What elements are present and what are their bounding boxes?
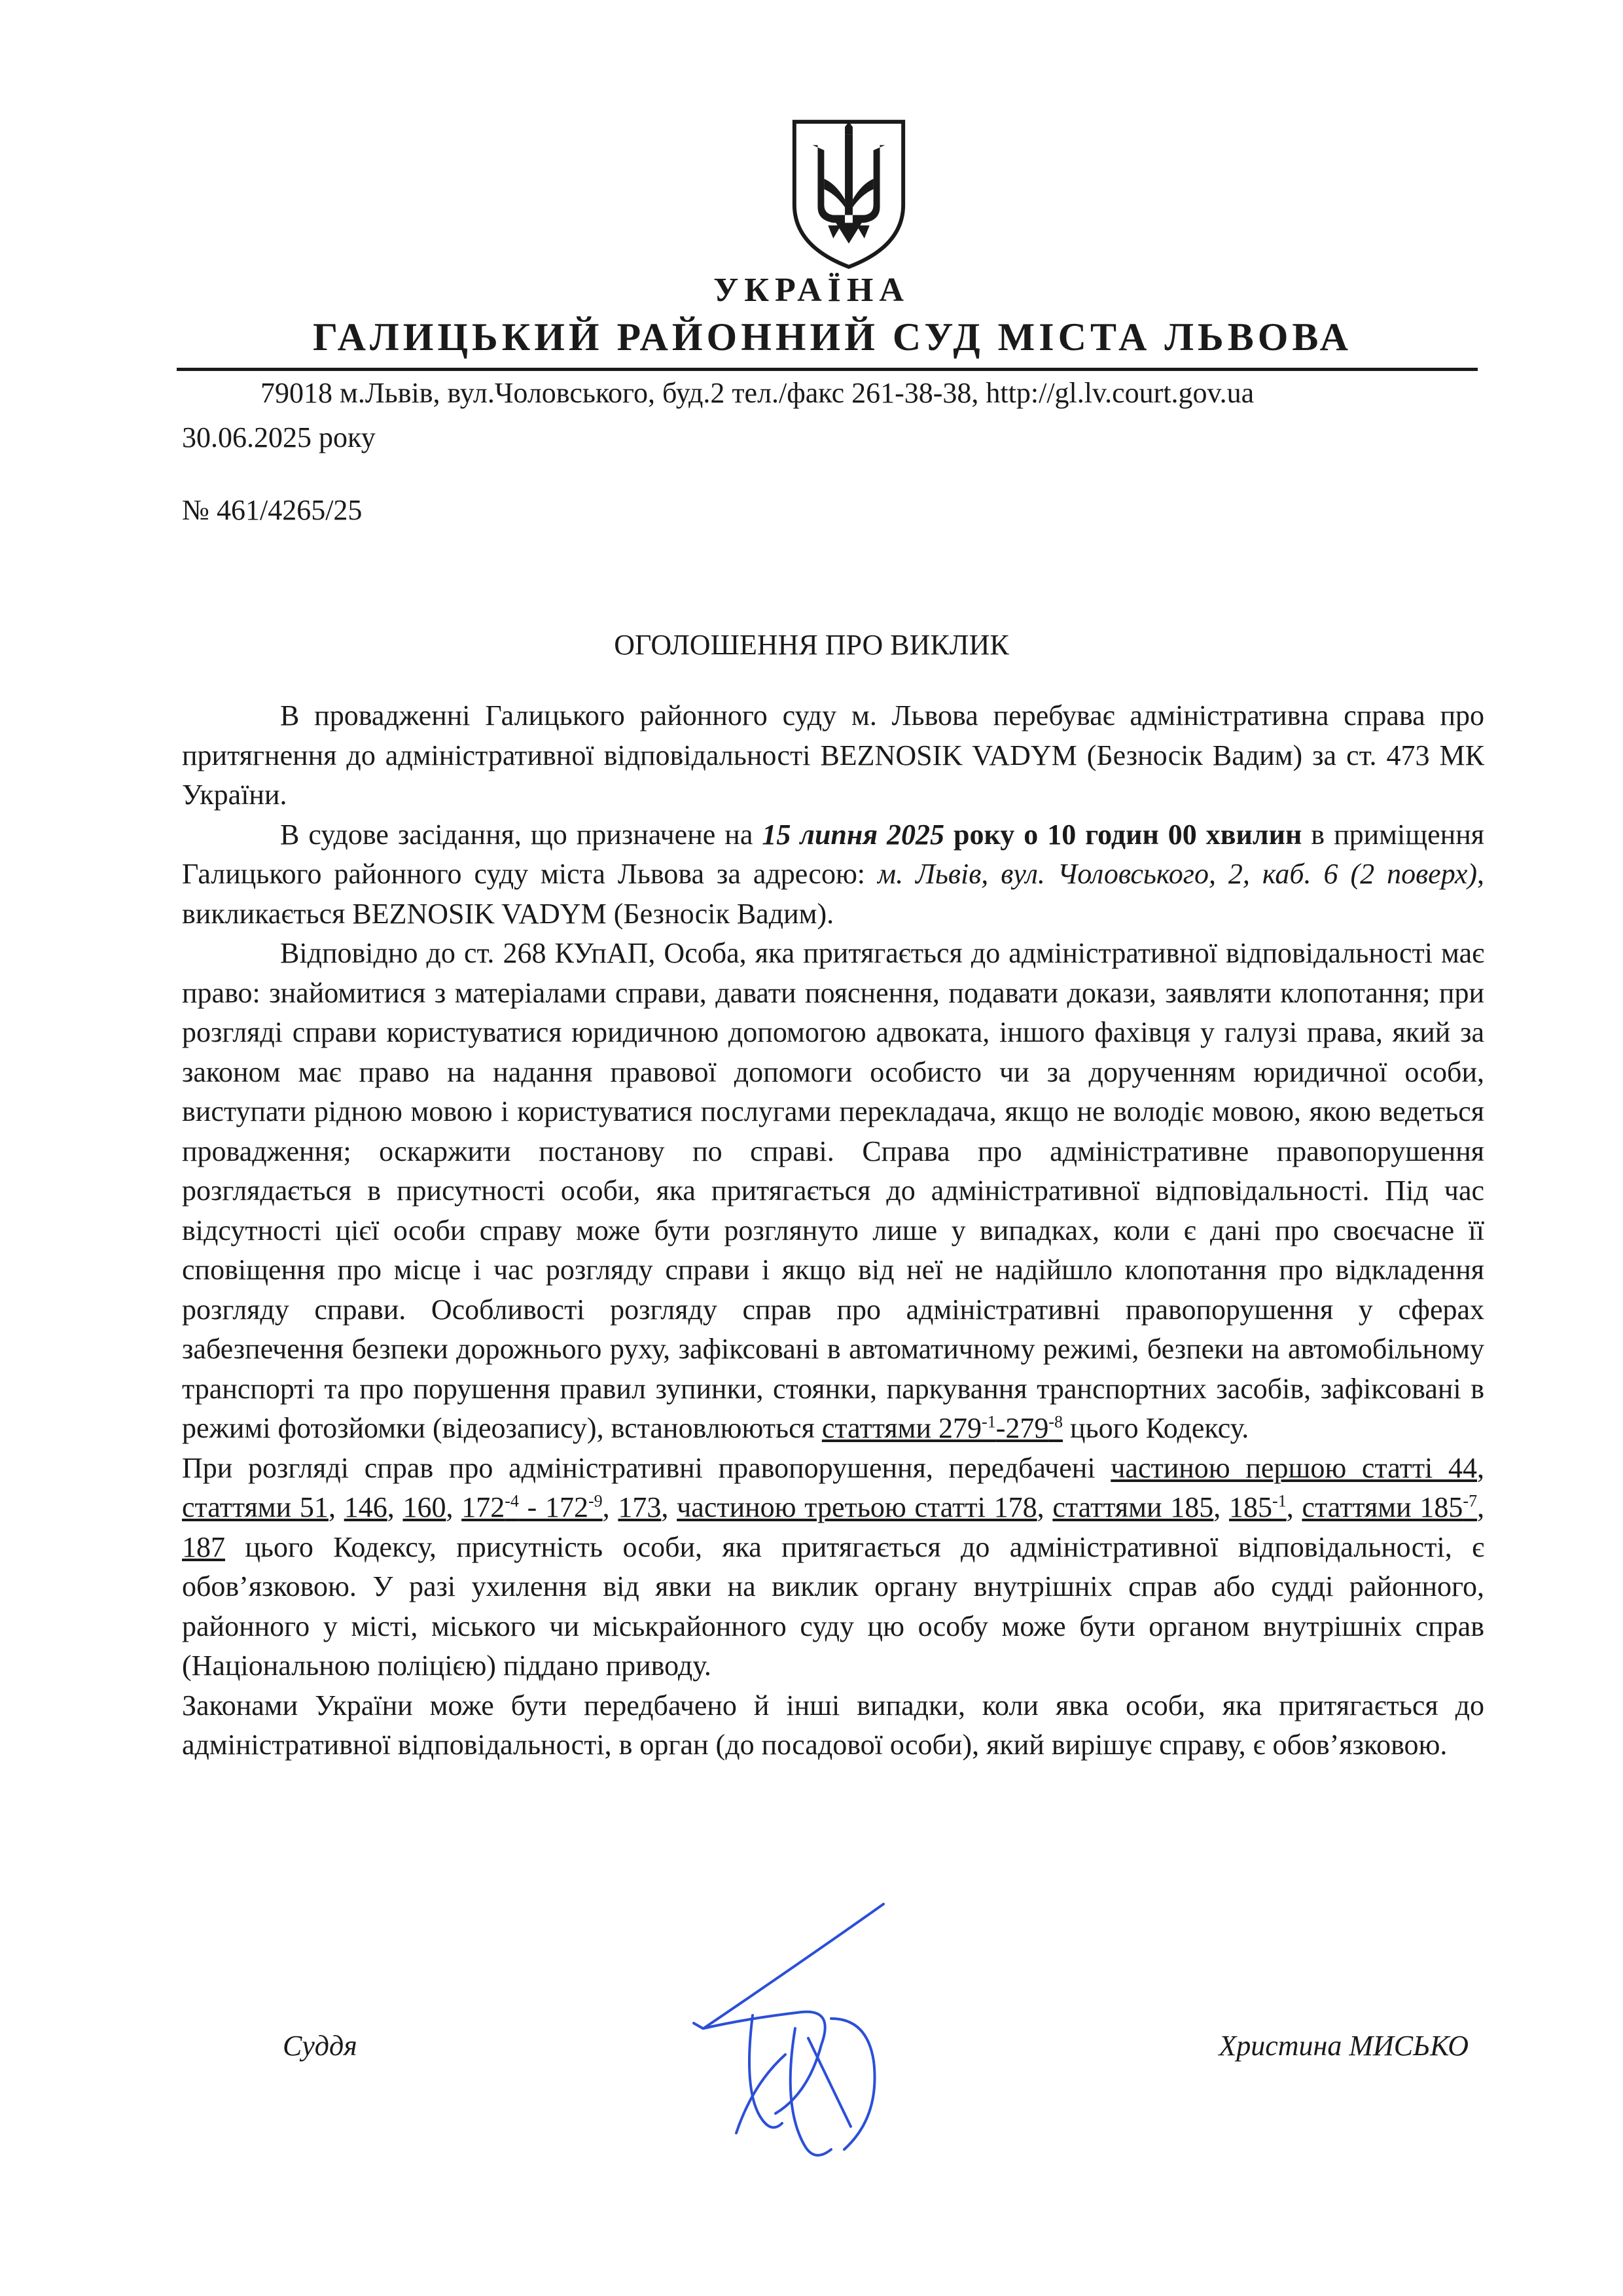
law-link[interactable]: 146 <box>344 1491 387 1523</box>
paragraph-hearing: В судове засідання, що призначене на 15 липня 2025 року о 10 годин 00 хвилин в приміщення Галицького районного суду міста Львова за адресою: м. Львів, вул. Чоловського, 2, каб. 6 (2 поверх), викликається BEZNOSIK VADYM (Безносік Вадим). <box>182 818 1484 930</box>
document-body <box>182 696 1484 1765</box>
law-link[interactable]: $185^{-1}$ <box>1229 1491 1287 1523</box>
document-date: 30.06.2025 року <box>182 421 376 453</box>
hearing-date: 15 липня 2025 <box>762 818 944 851</box>
country-name: УКРАЇНА <box>713 272 910 309</box>
case-number: № 461/4265/25 <box>182 494 363 526</box>
paragraph-mandatory-presence: При розгляді справ про адміністративні правопорушення, передбачені частиною першою статті 44, статтями 51, 146, 160, $172^{-4} - 172^{-9}$, 173, частиною третьою статті 178, статтями 185, $185^{-1}$, статтями $185^{-7}$, 187 цього Кодексу, присутність особи, яка притягається до адміністративної відповідальності, є обов’язковою. У разі ухилення від явки на виклик органу внутрішніх справ або судді районного, районного у місті, міського чи міськрайонного суду цю особу може бути органом внутрішніх справ (Національною поліцією) піддано приводу. <box>182 1451 1485 1682</box>
law-link[interactable]: частиною першою статті 44 <box>1111 1451 1477 1484</box>
hearing-address: м. Львів, вул. Чоловського, 2, каб. 6 (2 поверх) <box>878 858 1477 890</box>
law-link[interactable]: статтями 51 <box>182 1491 329 1523</box>
law-link[interactable]: статтями $279^{-1}-279^{-8}$ <box>821 1412 1063 1444</box>
signer-name: Христина МИСЬКО <box>1219 2030 1469 2062</box>
signer-title: Суддя <box>283 2030 357 2062</box>
law-link[interactable]: 187 <box>182 1530 225 1563</box>
law-link[interactable]: $172^{-4} - 172^{-9}$ <box>461 1491 603 1523</box>
court-name: ГАЛИЦЬКИЙ РАЙОННИЙ СУД МІСТА ЛЬВОВА <box>313 315 1352 359</box>
law-link[interactable]: 173 <box>618 1491 662 1523</box>
header-divider <box>177 368 1478 371</box>
document-title: ОГОЛОШЕННЯ ПРО ВИКЛИК <box>614 629 1009 661</box>
law-link[interactable]: частиною третьою статті 178 <box>677 1491 1037 1523</box>
trident-emblem-icon <box>784 116 914 272</box>
law-link[interactable]: 160 <box>402 1491 446 1523</box>
court-address: 79018 м.Львів, вул.Чоловського, буд.2 тел./факс 261-38-38, http://gl.lv.court.gov.ua <box>260 377 1255 409</box>
handwritten-signature-icon <box>654 1898 929 2172</box>
paragraph-rights: Відповідно до ст. 268 КУпАП, Особа, яка притягається до адміністративної відповідальності має право: знайомитися з матеріалами справи, давати пояснення, подавати докази, заявляти клопотання; при розгляді справи користуватися юридичною допомогою адвоката, іншого фахівця у галузі права, який за законом має право на надання правової допомоги особисто чи за дорученням юридичної особи, виступати рідною мовою і користуватися послугами перекладача, якщо не володіє мовою, якою ведеться провадження; оскаржити постанову по справі. Справа про адміністративне правопорушення розглядається в присутності особи, яка притягається до адміністративної відповідальності. Під час відсутності цієї особи справу може бути розглянуто лише у випадках, коли є дані про своєчасне її сповіщення про місце і час розгляду справи і якщо від неї не надійшло клопотання про відкладення розгляду справи. Особливості розгляду справ про адміністративні правопорушення у сферах забезпечення безпеки дорожнього руху, зафіксовані в автоматичному режимі, безпеки на автомобільному транспорті та про порушення правил зупинки, стоянки, паркування транспортних засобів, зафіксовані в режимі фотозйомки (відеозапису), встановлюються статтями $279^{-1}-279^{-8}$ цього Кодексу. <box>182 937 1484 1444</box>
paragraph-other-cases: Законами України може бути передбачено й інші випадки, коли явка особи, яка притягається до адміністративної відповідальності, в орган (до посадової особи), який вирішує справу, є обов’язковою. <box>182 1689 1484 1761</box>
law-link[interactable]: статтями $185^{-7}$ <box>1302 1491 1478 1523</box>
paragraph-case-info: В провадженні Галицького районного суду м. Львова перебуває адміністративна справа про притягнення до адміністративної відповідальності BEZNOSIK VADYM (Безносік Вадим) за ст. 473 МК України. <box>182 699 1484 811</box>
law-link[interactable]: статтями 185 <box>1052 1491 1214 1523</box>
hearing-time: року о 10 годин 00 хвилин <box>944 818 1302 851</box>
